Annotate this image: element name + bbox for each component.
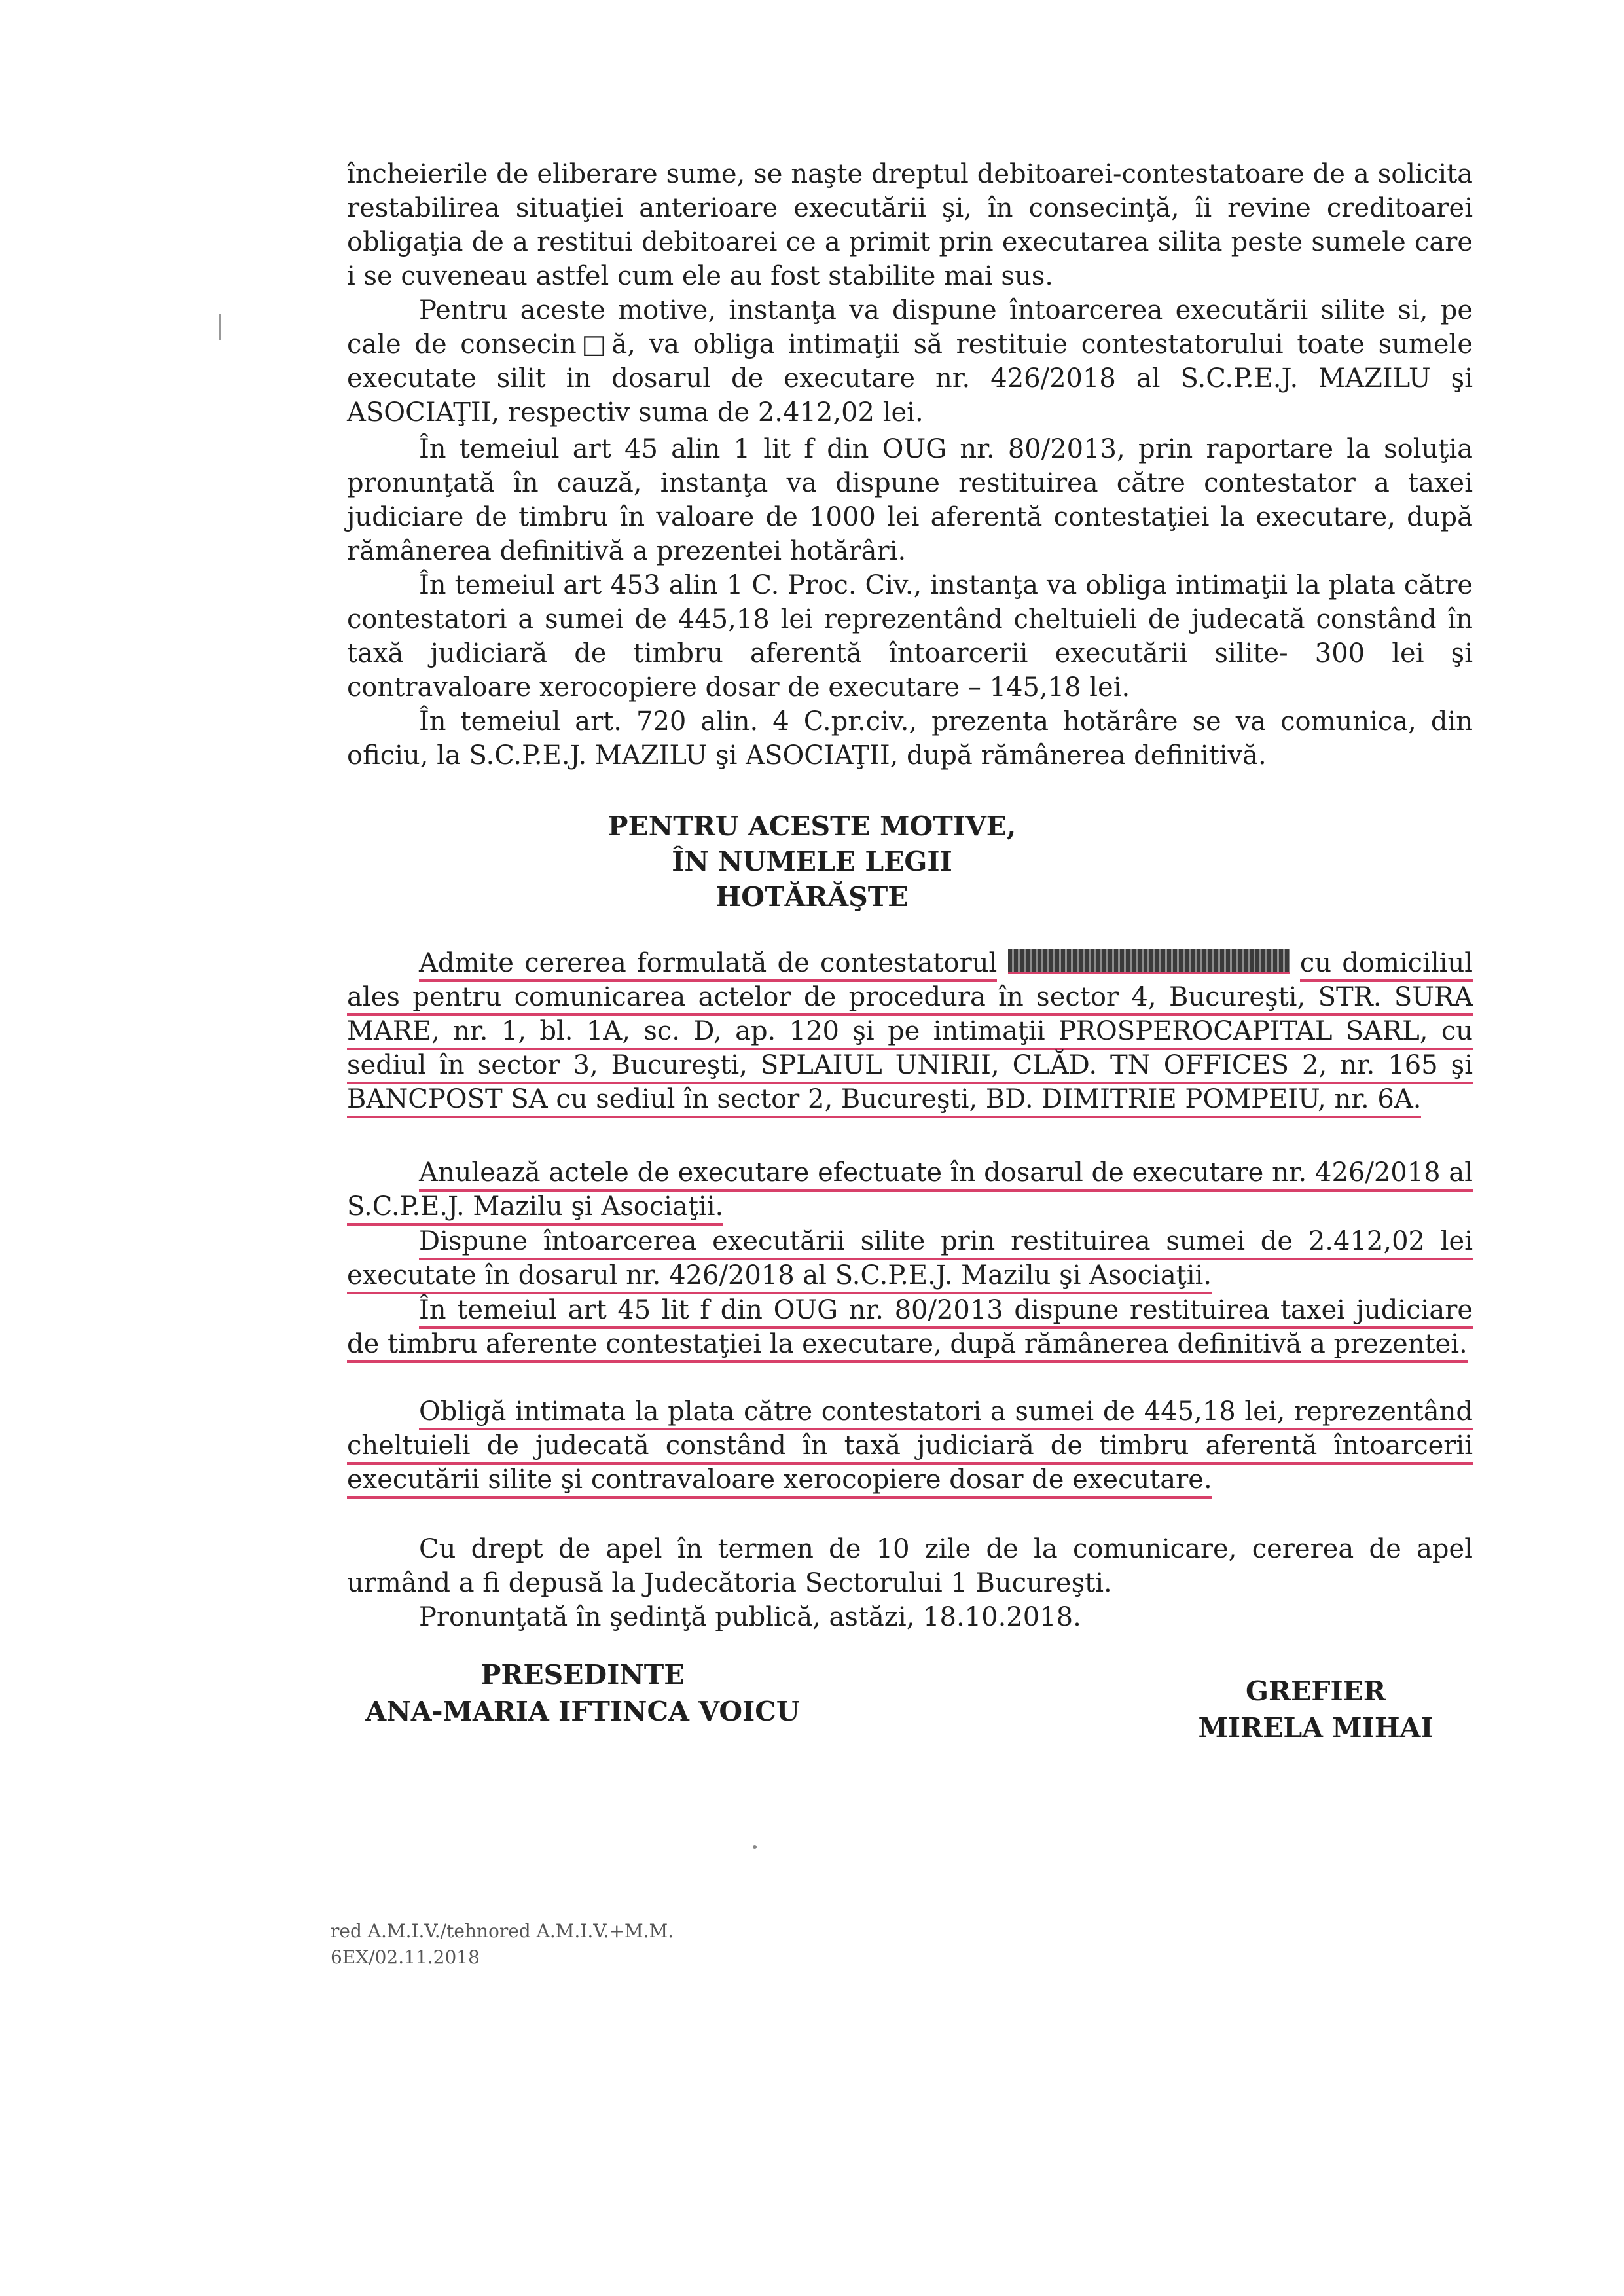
footer-line-1: red A.M.I.V./tehnored A.M.I.V.+M.M. [331,1920,674,1942]
footer-line-2: 6EX/02.11.2018 [331,1946,480,1968]
clerk-name: MIRELA MIHAI [1198,1712,1434,1743]
signature-clerk [1165,1673,1466,1746]
pronuntata-text: Pronunţată în şedinţă publică, astăzi, 18.10.2018. [419,1602,1081,1632]
paragraph-4-text: În temeiul art 453 alin 1 C. Proc. Civ., instanţa va obliga intimaţii la plata către contestatori a sumei de 445,18 lei reprezentând cheltuieli de judecată constând în taxă judiciară de timbru aferentă întoarcerii executării silite- 300 lei şi contravaloare xerocopiere dosar de executare – 145,18 lei. [347,570,1473,702]
anuleaza-text: Anulează actele de executare efectuate în dosarul de executare nr. 426/2018 al S.C.P.E.J. Mazilu şi Asociaţii. [347,1157,1473,1226]
dispositive-taxa [347,1293,1473,1361]
margin-mark [219,314,221,340]
president-name: ANA-MARIA IFTINCA VOICU [365,1696,800,1727]
dispositive-anuleaza [347,1156,1473,1224]
taxa-text: În temeiul art 45 lit f din OUG nr. 80/2013 dispune restituirea taxei judiciare de timbru aferente contestaţiei la executare, după rămânerea definitivă a prezentei. [347,1295,1473,1363]
paragraph-5-text: În temeiul art. 720 alin. 4 C.pr.civ., prezenta hotărâre se va comunica, din oficiu, la S.C.P.E.J. MAZILU şi ASOCIAŢII, după rămânerea definitivă. [347,706,1473,771]
paragraph-4 [347,568,1473,704]
admite-text: Admite cererea formulată de contestatorul [419,948,997,982]
dispositive-obliga [347,1394,1473,1497]
heading-line-3: HOTĂRĂŞTE [715,881,909,913]
paragraph-2 [347,293,1473,429]
dispositive-apel [347,1532,1473,1600]
dispositive-pronuntata [347,1600,1473,1634]
paragraph-5 [347,704,1473,773]
decision-heading [0,809,1624,915]
paragraph-3 [347,432,1473,568]
clerk-title: GREFIER [1246,1675,1386,1707]
document-footer [331,1918,674,1971]
obliga-text: Obligă intimata la plata către contestatori a sumei de 445,18 lei, reprezentând cheltuieli de judecată constând în taxă judiciară de timbru aferentă întoarcerii executării silite şi contravaloare xerocopiere dosar de executare. [347,1396,1473,1499]
president-title: PRESEDINTE [480,1659,685,1690]
scan-speck [753,1845,757,1849]
admite-text-continued: cu domiciliul ales pentru comunicarea actelor de procedura în sector 4, Bucureşti, STR. SURA MARE, nr. 1, bl. 1A, sc. D, ap. 120 şi pe intimaţii PROSPEROCAPITAL SARL, cu sediul în sector 3, Bucureşti, SPLAIUL UNIRII, CLĂD. TN OFFICES 2, nr. 165 şi BANCPOST SA cu sediul în sector 2, Bucureşti, BD. DIMITRIE POMPEIU, nr. 6A. [347,948,1473,1118]
redacted-name [1008,949,1290,974]
paragraph-2-text: Pentru aceste motive, instanţa va dispune întoarcerea executării silite si, pe cale de consecin□ă, va obliga intimaţii să restituie contestatorului toate sumele executate silit in dosarul de executare nr. 426/2018 al S.C.P.E.J. MAZILU şi ASOCIAŢII, respectiv suma de 2.412,02 lei. [347,295,1473,428]
dispositive-dispune [347,1224,1473,1292]
dispune-text: Dispune întoarcerea executării silite prin restituirea sumei de 2.412,02 lei executate în dosarul nr. 426/2018 al S.C.P.E.J. Mazilu şi Asociaţii. [347,1226,1473,1294]
heading-line-2: ÎN NUMELE LEGII [672,846,952,877]
paragraph-1 [347,157,1473,293]
signature-president [340,1656,825,1730]
paragraph-1-text: încheierile de eliberare sume, se naşte dreptul debitoarei-contestatoare de a solicita restabilirea situaţiei anterioare executării şi, în consecinţă, îi revine creditoarei obligaţia de a restitui debitoarei ce a primit prin executarea silita peste sumele care i se cuveneau astfel cum ele au fost stabilite mai sus. [347,159,1473,291]
apel-text: Cu drept de apel în termen de 10 zile de la comunicare, cererea de apel urmând a fi depusă la Judecătoria Sectorului 1 Bucureşti. [347,1534,1473,1598]
heading-line-1: PENTRU ACESTE MOTIVE, [607,811,1017,842]
paragraph-3-text: În temeiul art 45 alin 1 lit f din OUG nr. 80/2013, prin raportare la soluţia pronunţată în cauză, instanţa va dispune restituirea către contestator a taxei judiciare de timbru în valoare de 1000 lei aferentă contestaţiei la executare, după rămânerea definitivă a prezentei hotărâri. [347,434,1473,566]
dispositive-admite [347,946,1473,1116]
